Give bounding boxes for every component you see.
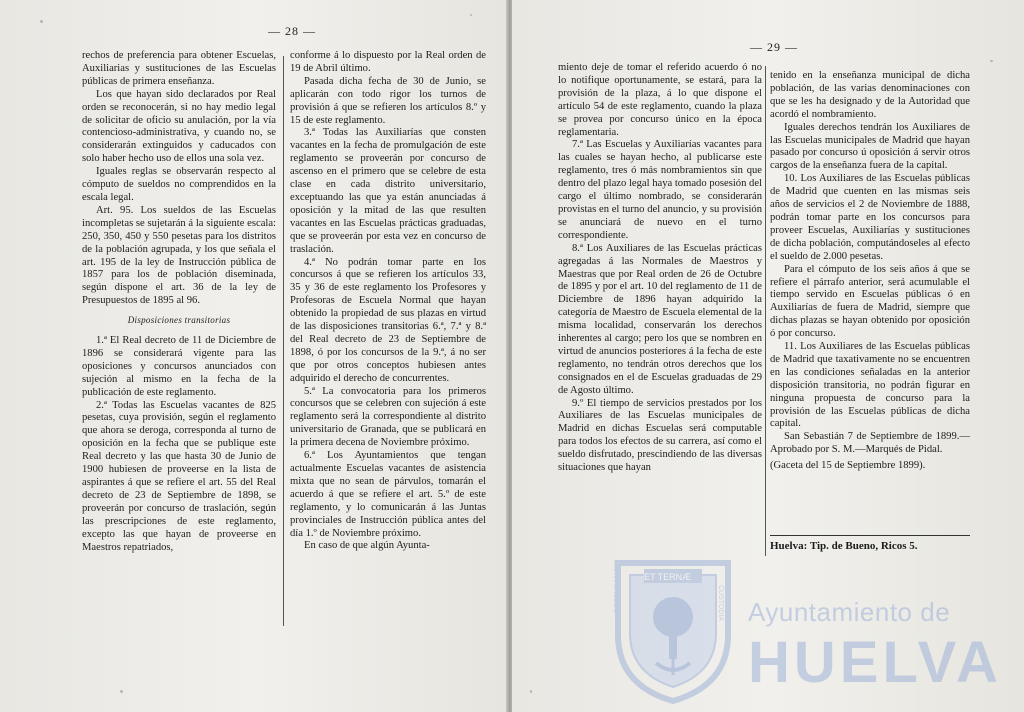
paragraph: Art. 95. Los sueldos de las Escuelas incompletas se sujetarán á la siguiente escala: 250, 350, 450 y 550 pesetas para los distritos de la población agrupada, y los que señala el art. 195 de la ley de Instrucción pública de 1857 para los de población diseminada, según dispone el art. 36 de la ley de Presupuestos de 1895 al 96. <box>82 204 276 307</box>
paragraph: 7.ª Las Escuelas y Auxiliarías vacantes para las cuales se hayan hecho, al publicarse este reglamento, tres ó más nombramientos sin que dentro del plazo legal haya tomado posesión del cargo el último nombrado, se considerarán provistas en el turno del anuncio, y su provisión se anunciará de nuevo en el turno correspondiente. <box>558 139 762 241</box>
scan-speck <box>40 20 43 23</box>
paragraph: San Sebastián 7 de Septiembre de 1899.—Aprobado por S. M.—Marqués de Pidal. <box>770 431 970 456</box>
scan-speck <box>530 690 532 693</box>
watermark-line-1: Ayuntamiento de <box>748 597 951 627</box>
paragraph: 4.ª No podrán tomar parte en los concursos á que se refieren los artículos 33, 35 y 36 de este reglamento los Profesores y Profesoras de Escuela Normal que hayan obtenido la propiedad de sus plazas en virtud de las disposiciones transitorias 6.ª, 7.ª y 8.ª del Real decreto de 23 de Septiembre de 1898, ó por los concursos de la 9.ª, á no ser que por otros conceptos hubiesen antes adquirido el derecho de concurrentes. <box>290 256 486 384</box>
shield-right-motto: CUSTODIA <box>717 585 724 622</box>
shield-ribbon-text: ET TERNÆ <box>644 572 692 582</box>
left-page-column-1 <box>82 50 276 554</box>
paragraph: Iguales reglas se observarán respecto al cómputo de sueldos no comprendidos en la escala legal. <box>82 166 276 203</box>
page-number-left: — 28 — <box>268 24 316 38</box>
paragraph: tenido en la enseñanza municipal de dicha población, de las varias denominaciones con que se les ha designado y de la Autoridad que acordó el nombramiento. <box>770 70 970 120</box>
paragraph: Pasada dicha fecha de 30 de Junio, se aplicarán con todo rigor los turnos de provisión á que se refieren los artículos 8.º y 15 de este reglamento. <box>290 75 486 126</box>
paragraph: Para el cómputo de los seis años á que se refiere el párrafo anterior, será acumulable el tiempo servido en Escuelas públicas ó en Auxiliarías de fuera de Madrid, siempre que dichas plazas se hayan obtenido por oposición ó por concurso. <box>770 263 970 340</box>
paragraph: (Gaceta del 15 de Septiembre 1899). <box>770 460 926 472</box>
paragraph: conforme á lo dispuesto por la Real orden de 19 de Abril último. <box>290 50 486 74</box>
shield-left-motto: PORTUS MARIS <box>614 559 621 613</box>
section-heading: Disposiciones transitorias <box>127 315 231 326</box>
paragraph: 1.ª El Real decreto de 11 de Diciembre de 1896 se considerará vigente para las oposiciones y concursos anunciados con sujeción al mismo en la fecha de la publicación de este reglamento. <box>82 335 276 398</box>
right-page-column-2 <box>770 70 970 553</box>
paragraph: 2.ª Todas las Escuelas vacantes de 825 pesetas, cuya provisión, según el reglamento que ahora se deroga, corresponda al turno de oposición en la fecha que se publique este Real decreto y las que hasta 30 de Junio de 1900 hubiesen de proveerse en la lista de aspirantes á que se refiere el art. 55 del Real decreto de 23 de Septiembre de 1898, se proveerán por concurso de traslación, según las prescripciones de este reglamento, excepto las que hayan de proveerse en Maestros repatriados, <box>82 399 276 553</box>
watermark-line-2: HUELVA <box>748 630 1002 695</box>
scan-speck <box>990 60 993 62</box>
paragraph: 9.º El tiempo de servicios prestados por los Auxiliares de las Escuelas municipales de Madrid en dichas Escuelas será computable para todos los efectos de su carrera, así como el sueldo disfrutado, prescindiendo de las diversas situaciones que hayan <box>558 397 762 474</box>
paragraph: 3.ª Todas las Auxiliarías que consten vacantes en la fecha de promulgación de este reglamento se proveerán por concurso de ascenso en el primero que se celebre de esta clase en cada distrito universitario, exceptuando las que ya están anunciadas á oposición y la mitad de las que resulten vacantes en las Escuelas prácticas graduadas, que se proveerán por esta vez en concurso de traslación. <box>290 127 486 255</box>
page-number-right: — 29 — <box>750 40 798 54</box>
city-council-watermark <box>600 555 1010 705</box>
paragraph: Los que hayan sido declarados por Real orden se reconocerán, si no hay medio legal de solicitar de oficio su anulación, por la vía contencioso-administrativa, y cuando no, se considerarán extinguidos y caducados con solo haber hecho uso de ellos una sola vez. <box>82 88 276 165</box>
paragraph: 6.ª Los Ayuntamientos que tengan actualmente Escuelas vacantes de asistencia mixta que no sean de párvulos, tomarán el acuerdo á que se refiere el art. 5.º de este reglamento, y lo comunicarán á las Juntas provinciales de Instrucción pública antes del día 1.º de Noviembre próximo. <box>290 450 486 539</box>
paragraph: rechos de preferencia para obtener Escuelas, Auxiliarias y sustituciones de las Escuelas públicas de primera enseñanza. <box>82 50 276 87</box>
paragraph: Iguales derechos tendrán los Auxiliares de las Escuelas municipales de Madrid que hayan pasado por concurso ú oposición á servir otros cargos de la enseñanza fuera de la capital. <box>770 121 970 172</box>
column-divider <box>765 66 766 556</box>
right-page-column-1 <box>558 62 762 475</box>
scan-speck <box>470 14 472 16</box>
paragraph: 8.ª Los Auxiliares de las Escuelas prácticas agregadas á las Normales de Maestros y Maestras que por Real orden de 26 de Octubre de 1895 y por el art. 10 del reglamento de 11 de Diciembre de 1896 hayan adquirido la categoría de Maestro de Escuela elemental de la misma localidad, conservarán los derechos inherentes al cargo; pero los que se nombren en virtud de anuncios posteriores á la fecha de este reglamento, no tendrán otros derechos que los consignados en el de Escuelas graduadas de 29 de Agosto último. <box>558 242 762 396</box>
paragraph: 5.ª La convocatoria para los primeros concursos que se celebren con sujeción á este reglamento será la correspondiente al distrito universitario de Granada, que se publicará en la primera decena de Noviembre próximo. <box>290 385 486 449</box>
column-divider <box>283 56 284 626</box>
paragraph: 11. Los Auxiliares de las Escuelas públicas de Madrid que taxativamente no se encuentren en las condiciones señaladas en la anterior disposición transitoria, no podrán figurar en ninguna propuesta de concurso para la provisión de las Escuelas públicas de dicha capital. <box>770 341 970 430</box>
paragraph: 10. Los Auxiliares de las Escuelas públicas de Madrid que cuenten en las mismas seis años de servicios el 2 de Noviembre de 1888, podrán tomar parte en los concursos para proveer Escuelas, Auxiliarías y sustituciones de dicha población, computándoseles al efecto el sueldo de 2.000 pesetas. <box>770 173 970 262</box>
printer-colophon: Huelva: Tip. de Bueno, Ricos 5. <box>770 535 970 553</box>
left-page <box>0 0 508 712</box>
paragraph: miento deje de tomar el referido acuerdo ó no lo notifique oportunamente, se estará, para la provisión de la plaza, á lo que dispone el artículo 54 de este reglamento, cuando la plaza se provea por concurso único en la época reglamentaria. <box>558 62 762 138</box>
scan-speck <box>120 690 123 693</box>
paragraph: En caso de que algún Ayunta- <box>304 540 430 552</box>
left-page-column-2 <box>290 50 486 553</box>
